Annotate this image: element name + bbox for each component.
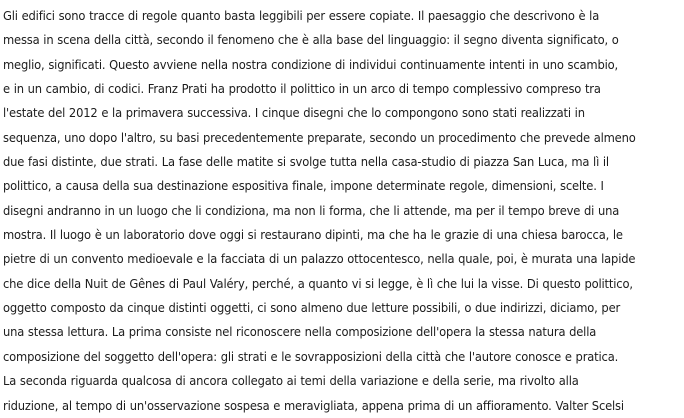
text-line: sequenza, uno dopo l'altro, su basi precedentemente preparate, secondo un procedimento che prevede almeno [3, 129, 636, 145]
text-line: messa in scena della città, secondo il fenomeno che è alla base del linguaggio: il segno diventa significato, o [3, 32, 619, 48]
text-line: una stessa lettura. La prima consiste nel riconoscere nella composizione dell'opera la stessa natura della [3, 324, 597, 340]
text-line: polittico, a causa della sua destinazione espositiva finale, impone determinate regole, dimensioni, scelte. I [3, 178, 604, 194]
text-line: che dice della Nuit de Gênes di Paul Valéry, perché, a quanto vi si legge, è lì che lui la visse. Di questo polittico, [3, 275, 633, 291]
text-line: due fasi distinte, due strati. La fase delle matite si svolge tutta nella casa-studio di piazza San Luca, ma lì il [3, 154, 609, 170]
text-line: pietre di un convento medioevale e la facciata di un palazzo ottocentesco, nella quale, poi, è murata una lapide [3, 251, 636, 267]
text-line: oggetto composto da cinque distinti oggetti, ci sono almeno due letture possibili, o due indirizzi, diciamo, per [3, 300, 621, 316]
text-line: La seconda riguarda qualcosa di ancora collegato ai temi della variazione e della serie, ma rivolto alla [3, 373, 579, 389]
text-line: l'estate del 2012 e la primavera successiva. I cinque disegni che lo compongono sono stati realizzati in [3, 105, 585, 121]
text-line: e in un cambio, di codici. Franz Prati ha prodotto il polittico in un arco di tempo complessivo compreso tra [3, 81, 601, 97]
document-body [3, 4, 684, 418]
text-line: disegni andranno in un luogo che li condiziona, ma non li forma, che li attende, ma per il tempo breve di una [3, 202, 620, 218]
text-line: mostra. Il luogo è un laboratorio dove oggi si restaurano dipinti, ma che ha le grazie di una chiesa barocca, le [3, 227, 623, 243]
text-line: riduzione, al tempo di un'osservazione sospesa e meravigliata, appena prima di un affioramento. Valter Scelsi [3, 397, 624, 413]
text-line: meglio, significati. Questo avviene nella nostra condizione di individui continuamente intenti in uno scambio, [3, 56, 618, 72]
text-line: Gli edifici sono tracce di regole quanto basta leggibili per essere copiate. Il paesaggio che descrivono è la [3, 8, 600, 23]
text-line: composizione del soggetto dell'opera: gli strati e le sovrapposizioni della città che l'autore conosce e pratica. [3, 348, 619, 364]
